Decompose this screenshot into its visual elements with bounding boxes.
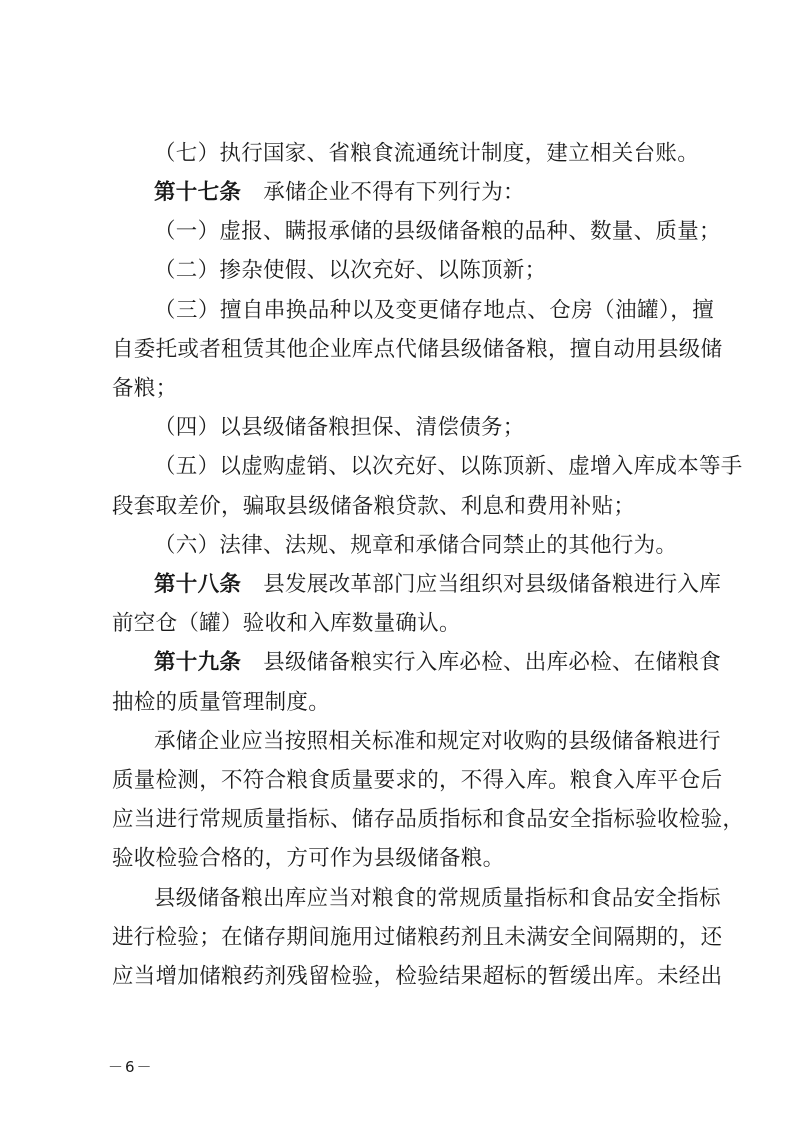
text-line: 应当增加储粮药剂残留检验，检验结果超标的暂缓出库。未经出 xyxy=(112,964,723,989)
article-18-line xyxy=(154,565,722,605)
text-line: 质量检测，不符合粮食质量要求的，不得入库。粮食入库平仓后 xyxy=(112,768,723,793)
text-line: （三）擅自串换品种以及变更储存地点、仓房（油罐），擅 xyxy=(154,298,714,323)
text-line: （六）法律、法规、规章和承储合同禁止的其他行为。 xyxy=(154,533,678,558)
text-line: （一）虚报、瞒报承储的县级储备粮的品种、数量、质量； xyxy=(154,219,721,244)
text-line: （四）以县级储备粮担保、清偿债务； xyxy=(154,415,525,440)
text-line: 验收检验合格的，方可作为县级储备粮。 xyxy=(112,846,505,871)
article-text: 承储企业不得有下列行为： xyxy=(263,180,525,205)
text-line: 前空仓（罐）验收和入库数量确认。 xyxy=(112,611,461,636)
text-line: （七）执行国家、省粮食流通统计制度，建立相关台账。 xyxy=(154,141,700,166)
text-line: 应当进行常规质量指标、储存品质指标和食品安全指标验收检验， xyxy=(112,807,745,832)
article-text: 县级储备粮实行入库必检、出库必检、在储粮食 xyxy=(263,650,722,675)
text-line: 自委托或者租赁其他企业库点代储县级储备粮，擅自动用县级储 xyxy=(112,337,723,362)
text-line: （五）以虚购虚销、以次充好、以陈顶新、虚增入库成本等手 xyxy=(154,454,743,479)
page-number: －6－ xyxy=(108,1058,154,1076)
text-line: 承储企业应当按照相关标准和规定对收购的县级储备粮进行 xyxy=(154,729,721,754)
text-line: 抽检的质量管理制度。 xyxy=(112,690,331,715)
article-19-line xyxy=(154,643,722,683)
article-text: 县发展改革部门应当组织对县级储备粮进行入库 xyxy=(263,572,722,597)
article-17-line xyxy=(154,173,714,213)
text-line: 备粮； xyxy=(112,376,178,401)
article-heading: 第十七条 xyxy=(154,180,242,205)
text-line: 段套取差价，骗取县级储备粮贷款、利息和费用补贴； xyxy=(112,494,636,519)
text-line: （二）掺杂使假、以次充好、以陈顶新； xyxy=(154,258,547,283)
article-heading: 第十八条 xyxy=(154,572,242,597)
text-line: 进行检验；在储存期间施用过储粮药剂且未满安全间隔期的，还 xyxy=(112,925,723,950)
text-line: 县级储备粮出库应当对粮食的常规质量指标和食品安全指标 xyxy=(154,886,721,911)
article-heading: 第十九条 xyxy=(154,650,242,675)
